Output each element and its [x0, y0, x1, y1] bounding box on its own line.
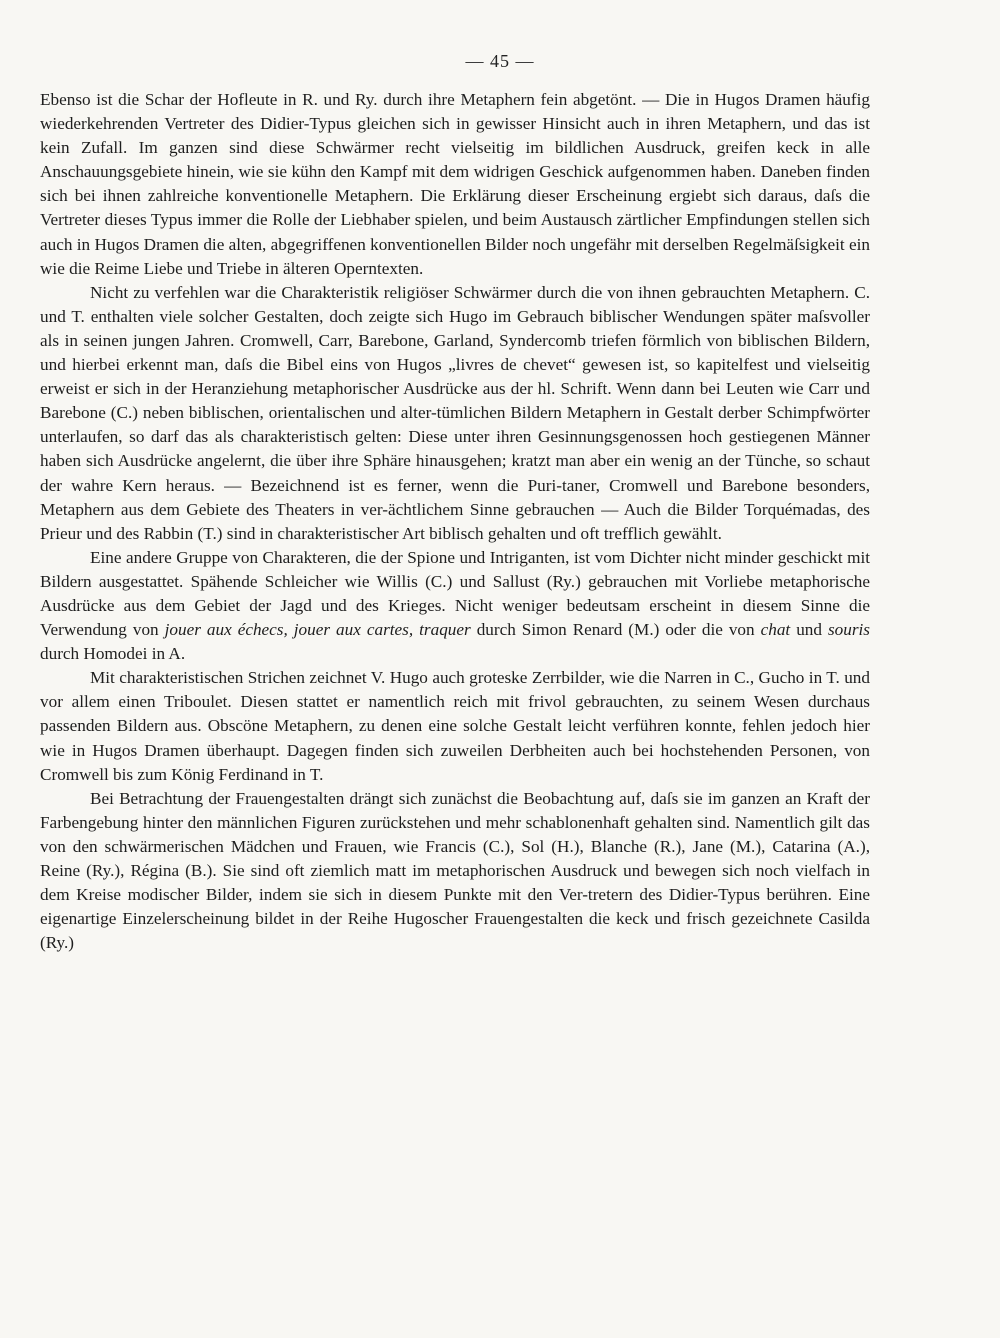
- text-run: durch Homodei in A.: [40, 644, 186, 664]
- paragraph: Ebenso ist die Schar der Hofleute in R. und Ry. durch ihre Metaphern fein abgetönt. — Die in Hugos Dramen häufig wiederkehrenden Vertreter des Didier-Typus gleichen sich in gewisser Hinsicht auch in ihren Metaphern, und das ist kein Zufall. Im ganzen sind diese Schwärmer recht vielseitig im bildlichen Ausdruck, greifen keck in alle Anschauungsgebiete hinein, wie sie kühn den Kampf mit dem widrigen Geschick aufgenommen haben. Daneben finden sich bei ihnen zahlreiche konventionelle Metaphern. Die Erklärung dieser Erscheinung ergiebt sich daraus, daſs die Vertreter dieses Typus immer die Rolle der Liebhaber spielen, und beim Austausch zärtlicher Empfindungen stellen sich auch in Hugos Dramen die alten, abgegriffenen konventionellen Bilder noch ungefähr mit derselben Regelmäſsigkeit ein wie die Reime Liebe und Triebe in älteren Operntexten.: [40, 90, 870, 278]
- paragraph: Nicht zu verfehlen war die Charakteristik religiöser Schwärmer durch die von ihnen gebrauchten Metaphern. C. und T. enthalten viele solcher Gestalten, doch zeigte sich Hugo im Gebrauch biblischer Wendungen später maſsvoller als in seinen jungen Jahren. Cromwell, Carr, Barebone, Garland, Syndercomb triefen förmlich von biblischen Bildern, und hierbei erkennt man, daſs die Bibel eins von Hugos „livres de chevet“ gewesen ist, so kapitelfest und vielseitig erweist er sich in der Heranziehung metaphorischer Ausdrücke aus der hl. Schrift. Wenn dann bei Leuten wie Carr und Barebone (C.) neben biblischen, orientalischen und alter-tümlichen Bildern Metaphern in Gestalt derber Schimpfwörter unterlaufen, so darf das als charakteristisch gelten: Diese unter ihren Gesinnungsgenossen hoch gestiegenen Männer haben sich Ausdrücke angelernt, die über ihre Sphäre hinausgehen; kratzt man aber ein wenig an der Tünche, so schaut der wahre Kern heraus. — Bezeichnend ist es ferner, wenn die Puri-taner, Cromwell und Barebone besonders, Metaphern aus dem Gebiete des Theaters in ver-ächtlichem Sinne gebrauchen — Auch die Bilder Torquémadas, des Prieur und des Rabbin (T.) sind in charakteristischer Art biblisch gehalten und oft trefflich gewählt.: [40, 282, 870, 543]
- italic-word: souris: [827, 620, 870, 640]
- page-number: — 45 —: [465, 51, 535, 71]
- paragraph: Mit charakteristischen Strichen zeichnet V. Hugo auch groteske Zerrbilder, wie die Narren in C., Gucho in T. und vor allem einen Triboulet. Diesen stattet er namentlich reich mit frivol gebrauchten, zu seinem Wesen durchaus passenden Bildern aus. Obscöne Metaphern, zu denen eine solche Gestalt leicht verführen konnte, fehlen jedoch hier wie in Hugos Dramen überhaupt. Dagegen finden sich zuweilen Derbheiten auch bei hochstehenden Personen, von Cromwell bis zum König Ferdinand in T.: [40, 668, 870, 784]
- text-run: Eine andere Gruppe von Charakteren, die der Spione und Intriganten, ist vom Dichter nicht minder geschickt mit Bildern ausgestattet. Spähende Schleicher wie Willis (C.) und Sallust (Ry.) gebrauchen mit Vorliebe metaphorische Ausdrücke aus dem Gebiet der Jagd und des Krieges. Nicht weniger bedeutsam erscheint in diesem Sinne die Verwendung von: [40, 547, 870, 640]
- text-run: durch Simon Renard (M.) oder die von: [470, 620, 761, 640]
- text-run: und: [790, 620, 828, 640]
- paragraph: [40, 546, 870, 666]
- body-text: [40, 88, 870, 955]
- paragraph: Bei Betrachtung der Frauengestalten drängt sich zunächst die Beobachtung auf, daſs sie im ganzen an Kraft der Farbengebung hinter den männlichen Figuren zurückstehen und mehr schablonenhaft gehalten sind. Namentlich gilt das von den schwärmerischen Mädchen und Frauen, wie Francis (C.), Sol (H.), Blanche (R.), Jane (M.), Catarina (A.), Reine (Ry.), Régina (B.). Sie sind oft ziemlich matt im metaphorischen Ausdruck und bewegen sich noch vielfach in dem Kreise modischer Bilder, indem sie sich in diesem Punkte mit den Ver-tretern des Didier-Typus berühren. Eine eigenartige Einzelerscheinung bildet in der Reihe Hugoscher Frauengestalten die keck und frisch gezeichnete Casilda (Ry.): [40, 788, 870, 953]
- italic-phrase: jouer aux échecs, jouer aux cartes, traquer: [164, 620, 471, 640]
- italic-word: chat: [760, 620, 791, 640]
